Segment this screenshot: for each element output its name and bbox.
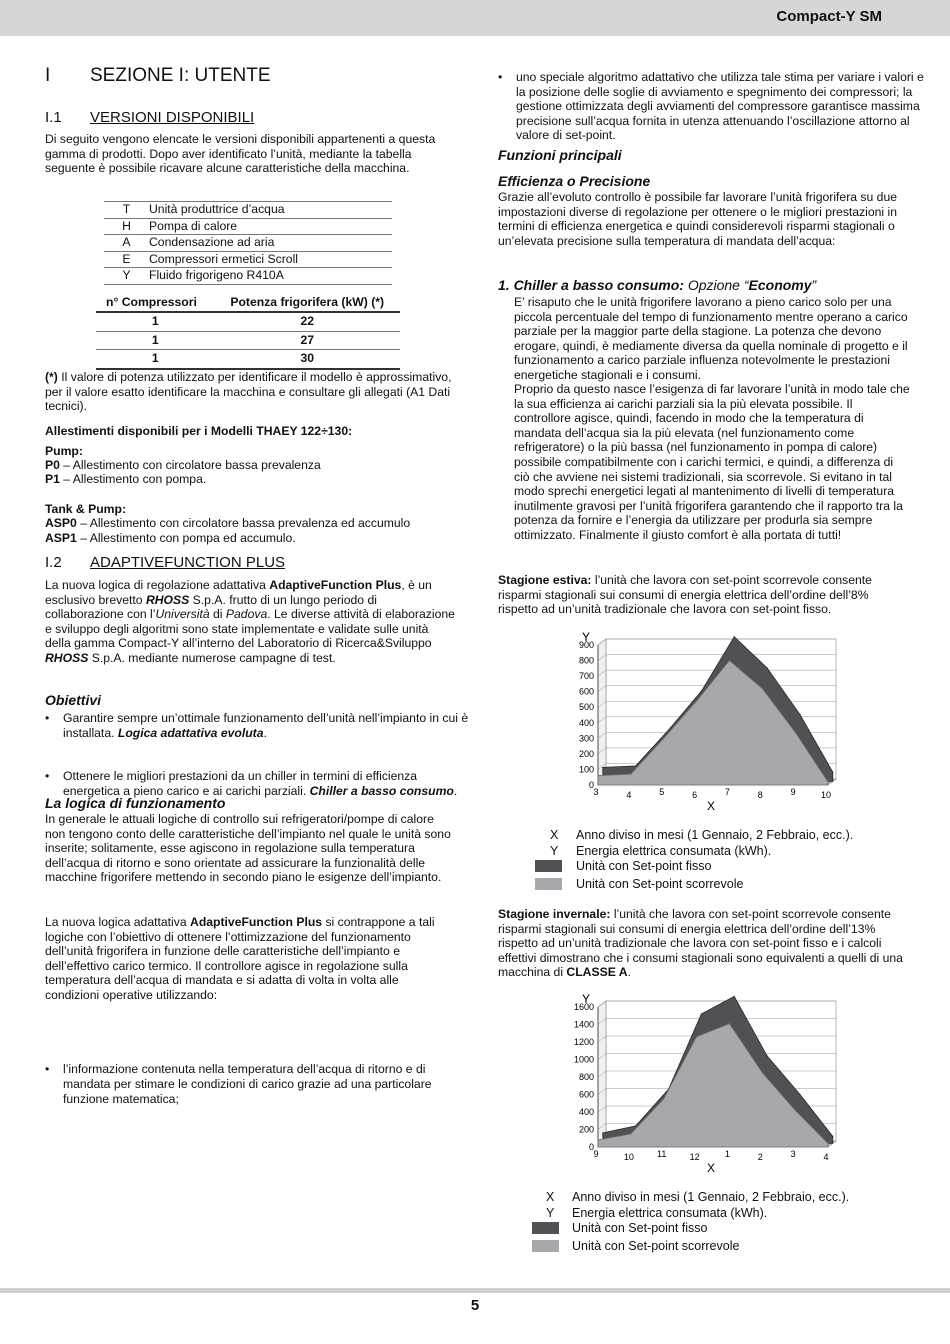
legend-scorrevole: Unità con Set-point scorrevole <box>572 1239 740 1253</box>
y-tick-label: 0 <box>588 780 594 790</box>
y-tick-label: 600 <box>578 686 594 697</box>
data-point <box>597 1139 598 1140</box>
obiettivi-title: Obiettivi <box>45 692 102 708</box>
data-point <box>762 1072 763 1073</box>
data-point <box>795 732 796 733</box>
code-letter: Y <box>104 268 149 285</box>
obiettivi-bullet-1: • Garantire sempre un’ottimale funzionamento dell’unità nell’impianto in cui è installata. Logica adattativa evoluta. <box>45 711 469 740</box>
subsection-title-2: ADAPTIVEFUNCTION PLUS <box>90 554 286 571</box>
chart-side-wall <box>598 639 606 785</box>
code-letter: E <box>104 251 149 268</box>
compressor-count: 1 <box>96 312 214 331</box>
power-note <box>45 370 455 414</box>
data-point <box>696 700 697 701</box>
rhoss-logo: RHOSS <box>145 592 190 607</box>
data-point <box>799 1094 800 1095</box>
logica-bullet-2: • uno speciale algoritmo adattativo che utilizza tale stima per variare i valori e la posizione delle soglie di avviamento e spegnimento dei compressori; la gestione ottimizzata degli avviamenti del compressore garantisce massima precisione sull’acqua fornita in utenza attenuando l’oscillazione attorno al valore di set-point. <box>498 70 924 143</box>
x-tick-label: 12 <box>689 1152 700 1162</box>
asp1-code: ASP1 <box>45 531 77 545</box>
winter-energy-chart <box>548 992 848 1177</box>
code-table-row <box>104 268 392 285</box>
code-table-row <box>104 251 392 268</box>
code-description: Compressori ermetici Scroll <box>149 251 392 268</box>
data-point <box>734 636 735 637</box>
y-tick-label: 200 <box>578 748 594 759</box>
data-point <box>832 771 833 772</box>
y-tick-label: 0 <box>588 1142 594 1152</box>
x-tick-label: 7 <box>724 787 730 797</box>
y-tick-label: 800 <box>578 655 594 666</box>
y-tick-label: 200 <box>578 1124 594 1135</box>
legend-swatch-scorrevole <box>532 1240 559 1252</box>
p1-code: P1 <box>45 472 60 486</box>
legend-y-key: Y <box>550 844 559 858</box>
data-point <box>729 1023 730 1024</box>
asp1-line <box>45 531 455 546</box>
x-tick-label: 1 <box>724 1149 730 1159</box>
y-axis-label: Y <box>581 992 591 1006</box>
document-title: Compact-Y SM <box>776 8 882 25</box>
code-description: Condensazione ad aria <box>149 235 392 252</box>
legend-y-text: Energia elettrica consumata (kWh). <box>576 844 772 858</box>
data-point <box>729 660 730 661</box>
data-point <box>668 729 669 730</box>
compressor-count: 1 <box>96 331 214 350</box>
chiller-paragraph-1: E’ risaputo che le unità frigorifere lavorano a pieno carico solo per una piccola percentuale del tempo di funzionamento mentre operano a carico parziale per la maggior parte della stagione. La potenza che devono erogare, quindi, è mediamente diversa da quella nominale di progetto e il funzionamento a carico parziale influenza notevolmente le prestazioni energetiche stagionali e i consumi. <box>514 295 908 382</box>
legend-x-key: X <box>550 828 559 842</box>
data-point <box>701 691 702 692</box>
asp0-line <box>45 516 455 531</box>
section-title: SEZIONE I: UTENTE <box>90 65 271 86</box>
rhoss-logo: RHOSS <box>45 650 89 665</box>
data-point <box>663 1098 664 1099</box>
power-value: 27 <box>214 331 400 350</box>
legend-swatch-fisso <box>532 1222 559 1234</box>
power-table <box>96 294 400 370</box>
x-tick-label: 4 <box>823 1152 829 1162</box>
y-tick-label: 800 <box>578 1072 594 1082</box>
code-table-row <box>104 202 392 219</box>
x-tick-label: 9 <box>593 1149 599 1159</box>
section-number: I <box>45 65 51 86</box>
legend-x-text: Anno diviso in mesi (1 Gennaio, 2 Febbraio, ecc.). <box>576 828 854 842</box>
subsection-number-2: I.2 <box>45 554 62 571</box>
power-table-row <box>96 331 400 350</box>
legend-fisso: Unità con Set-point fisso <box>576 859 712 873</box>
data-point <box>827 1143 828 1144</box>
p1-line <box>45 472 455 487</box>
power-value: 30 <box>214 350 400 369</box>
data-point <box>734 996 735 997</box>
chiller-paragraph-2: Proprio da questo nasce l’esigenza di far lavorare l’unità in modo tale che la sua efficienza ai carichi parziali sia la più elevata possibile. Il controllore agisce, quindi, facendo in modo che la temperatura di mandata dell’acqua sia la più elevata (nel funzionamento come refrigeratore) o la più bassa (nel funzionamento in pompa di calore) possibile compatibilmente con i carichi termici, e quindi, a differenza di ciò che avviene nei sistemi tradizionali, sia scorrevole. Si evitano in tal modo sprechi energetici legati al mantenimento di livelli di temperatura inutilmente gravosi per l’unità frigorifera garantendo che il rapporto tra la potenza da fornire e l’energia da utilizzare per produrla sia sempre ottimizzato. Finalmente il giusto comfort è alla portata di tutti! <box>514 382 910 542</box>
y-tick-label: 400 <box>578 1107 594 1117</box>
chiller-title: 1. Chiller a basso consumo: Opzione “Economy” <box>498 277 817 293</box>
funzioni-title: Funzioni principali <box>498 147 622 163</box>
y-tick-label: 400 <box>578 717 594 728</box>
x-axis-label: X <box>706 1161 716 1175</box>
pump-title: Pump: <box>45 444 83 458</box>
data-point <box>635 765 636 766</box>
code-table-row <box>104 218 392 235</box>
y-tick-label: 500 <box>578 702 594 713</box>
y-tick-label: 900 <box>578 640 594 650</box>
y-tick-label: 1400 <box>573 1019 594 1030</box>
invernale-paragraph: Stagione invernale: l’unità che lavora con set-point scorrevole consente risparmi stagionali sui consumi di energia elettrica dell’ordine dell’13% rispetto ad un’unità tradizionale che lavora con set-point fisso e i calcoli effettivi dimostrano che i consumi stagionali sono equivalenti a quelli di una macchina di CLASSE A. <box>498 907 903 980</box>
data-point <box>630 1133 631 1134</box>
code-description: Fluido frigorigeno R410A <box>149 268 392 285</box>
code-table-row <box>104 235 392 252</box>
y-tick-label: 700 <box>578 671 594 682</box>
right-column <box>498 0 924 1253</box>
power-table-row <box>96 312 400 331</box>
p1-text: – Allestimento con pompa. <box>59 472 207 486</box>
asp0-text: – Allestimento con circolatore bassa prevalenza ed accumulo <box>76 516 411 530</box>
power-table-header-compressors: n° Compressori <box>96 294 214 312</box>
data-point <box>827 781 828 782</box>
legend-x-key: X <box>546 1190 555 1204</box>
x-tick-label: 3 <box>790 1149 796 1159</box>
code-letter: H <box>104 218 149 235</box>
y-tick-label: 300 <box>578 733 594 744</box>
legend-x-text: Anno diviso in mesi (1 Gennaio, 2 Febbraio, ecc.). <box>572 1190 850 1204</box>
logica-paragraph-1: In generale le attuali logiche di controllo sui refrigeratori/pompe di calore non tengono conto delle caratteristiche dell’impianto nel quale le unità sono inserite; solitamente, esse agiscono in regolazione sulla temperatura dell’acqua di ritorno e sono orientate ad assicurare la funzionalità delle macchine frigorifere mettendo in secondo piano le esigenze dell’impianto. <box>45 812 451 885</box>
asp0-code: ASP0 <box>45 516 77 530</box>
data-point <box>762 688 763 689</box>
power-value: 22 <box>214 312 400 331</box>
legend-scorrevole: Unità con Set-point scorrevole <box>576 877 744 891</box>
note-mark: (*) <box>45 370 58 384</box>
compressor-count: 1 <box>96 350 214 369</box>
data-point <box>602 767 603 768</box>
y-tick-label: 1000 <box>573 1054 594 1065</box>
code-letter: T <box>104 202 149 219</box>
tank-title: Tank & Pump: <box>45 502 127 516</box>
p0-line <box>45 458 455 473</box>
y-tick-label: 1200 <box>573 1037 594 1047</box>
data-point <box>696 1036 697 1037</box>
adaptive-paragraph: La nuova logica di regolazione adattativa AdaptiveFunction Plus, è un esclusivo brevetto RHOSS S.p.A. frutto di un lungo periodo di collaborazione con l’Università di Padova. Le diverse attività di elaborazione e sviluppo degli algoritmi sono state implementate e validate sulle unità della gamma Compact-Y all’interno del Laboratorio di Ricerca&Sviluppo RHOSS S.p.A. mediante numerose campagne di test. <box>45 578 455 665</box>
logica-paragraph-2: La nuova logica adattativa AdaptiveFunction Plus si contrappone a tali logiche con l’obiettivo di ottenere l’ottimizzazione del funzionamento dell’unità frigorifera in funzione delle caratteristiche dell’impianto e dell’effettivo carico termico. Il controllore agisce in regolazione sulla temperatura dell’acqua di mandata e si adatta di volta in volta alle condizioni operative utilizzando: <box>45 915 435 1002</box>
x-axis-label: X <box>706 799 716 813</box>
p0-text: – Allestimento con circolatore bassa prevalenza <box>59 458 321 472</box>
obiettivi-bullet-2: • Ottenere le migliori prestazioni da un chiller in termini di efficienza energetica a pieno carico e ai carichi parziali. Chiller a basso consumo. <box>45 769 458 798</box>
page-number: 5 <box>470 1297 480 1314</box>
data-point <box>663 738 664 739</box>
left-column <box>45 0 469 1106</box>
efficienza-paragraph: Grazie all’evoluto controllo è possibile far lavorare l’unità frigorifera su due impostazioni diverse di regolazione per ottenere o le migliori prestazioni in termini di efficienza energetica e quindi considerevoli risparmi stagionali o un’elevata precisione sulla temperatura di mandata dell’acqua: <box>498 190 898 248</box>
x-tick-label: 9 <box>790 787 796 797</box>
x-tick-label: 5 <box>659 787 665 797</box>
code-letter: A <box>104 235 149 252</box>
data-point <box>795 1110 796 1111</box>
x-tick-label: 6 <box>692 790 698 800</box>
subsection-number: I.1 <box>45 109 62 126</box>
x-tick-label: 10 <box>820 790 832 800</box>
data-point <box>635 1125 636 1126</box>
x-tick-label: 10 <box>623 1152 634 1162</box>
summer-energy-chart <box>548 630 848 815</box>
data-point <box>602 1132 603 1133</box>
allestimenti-title: Allestimenti disponibili per i Modelli THAEY 122÷130: <box>45 424 353 438</box>
power-table-header-power: Potenza frigorifera (kW) (*) <box>214 294 400 312</box>
y-axis-label: Y <box>581 630 591 644</box>
data-point <box>630 774 631 775</box>
legend-fisso: Unità con Set-point fisso <box>572 1221 708 1235</box>
x-tick-label: 4 <box>626 790 632 800</box>
legend-swatch-scorrevole <box>535 878 562 890</box>
estiva-paragraph: Stagione estiva: l’unità che lavora con set-point scorrevole consente risparmi stagionali sui consumi di energia elettrica dell’ordine dell’8% rispetto ad un’unità tradizionale che lavora con set-point fisso. <box>498 573 872 617</box>
x-tick-label: 11 <box>657 1149 667 1159</box>
legend-y-key: Y <box>546 1206 555 1220</box>
data-point <box>799 714 800 715</box>
data-point <box>766 667 767 668</box>
data-point <box>597 775 598 776</box>
legend-y-text: Energia elettrica consumata (kWh). <box>572 1206 768 1220</box>
code-description: Unità produttrice d’acqua <box>149 202 392 219</box>
x-tick-label: 3 <box>593 787 599 797</box>
power-table-row <box>96 350 400 369</box>
intro-paragraph: Di seguito vengono elencate le versioni disponibili appartenenti a questa gamma di prodotti. Dopo aver identificato l’unità, mediante la tabella seguente è possibile ricavare alcune caratteristiche della macchina. <box>45 132 436 176</box>
code-table <box>104 201 392 285</box>
y-tick-label: 100 <box>578 764 594 775</box>
logica-title: La logica di funzionamento <box>45 795 226 811</box>
footer-rule <box>0 1288 950 1293</box>
x-tick-label: 2 <box>757 1152 763 1162</box>
note-text: Il valore di potenza utilizzato per identificare il modello è approssimativo, per il valore esatto identificare la macchina e consultare gli allegati (A1 Dati tecnici). <box>45 370 452 414</box>
y-tick-label: 600 <box>578 1089 594 1100</box>
legend-swatch-fisso <box>535 860 562 872</box>
data-point <box>766 1055 767 1056</box>
asp1-text: – Allestimento con pompa ed accumulo. <box>76 531 296 545</box>
code-description: Pompa di calore <box>149 218 392 235</box>
logica-bullet-1: • l’informazione contenuta nella temperatura dell’acqua di ritorno e di mandata per stimare le condizioni di carico grazie ad una particolare funzione matematica; <box>45 1062 432 1106</box>
x-tick-label: 8 <box>757 790 763 800</box>
subsection-title: VERSIONI DISPONIBILI <box>90 109 255 126</box>
data-point <box>832 1136 833 1137</box>
p0-code: P0 <box>45 458 60 472</box>
efficienza-title: Efficienza o Precisione <box>498 173 651 189</box>
y-tick-label: 1600 <box>573 1002 594 1012</box>
data-point <box>701 1013 702 1014</box>
